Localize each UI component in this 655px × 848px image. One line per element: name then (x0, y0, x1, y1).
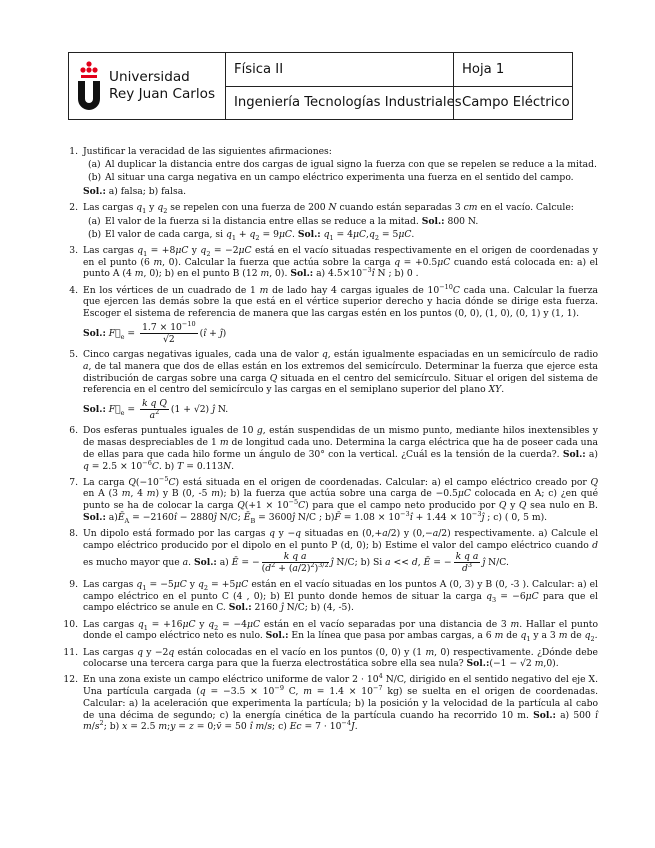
solution: Sol.: $F⃗_e$ = $\frac{\text{k q Q}}{a^2}$ (1 + √2) ĵ N. (83, 397, 229, 421)
problem-statement: Las cargas $q_1 = +16\mu C$ y $q_2 = -4\mu C$ están en el vacío separadas por una distancia de 3 m. Hallar el punto donde el campo eléctrico neto es nulo. Sol.: En la línea que pasa por ambas cargas, a 6 m de $q_1$ y a 3 m de $q_2$. (83, 618, 598, 644)
problem-2: 2. Las cargas $q_1$ y $q_2$ se repelen con una fuerza de 200 N cuando están separadas 3 cm en el vacío. Calcule: (a) El valor de la fuerza si la distancia entre ellas se reduce a la mitad. Sol.: 800 N. (b) El valor de cada carga, si $q_1 + q_2 = 9\mu C$. Sol.: $q_1 = 4\mu C,q_2 = 5\mu C$. (62, 202, 598, 240)
problem-1 (62, 146, 598, 198)
problem-number: 7. (69, 476, 78, 488)
problem-statement: Las cargas $q_1$ y $q_2$ se repelen con una fuerza de 200 N cuando están separadas 3 cm en el vacío. Calcule: (83, 202, 574, 216)
problem-statement: En los vértices de un cuadrado de 1 m de lado hay 4 cargas iguales de $10^{-10}C$ cada una. Calcular la fuerza que ejercen las demás sobre la que está en el vértice superior derecho y hacia dónde se dirige esta fuerza. Escoger el sistema de referencia de manera que las cargas estén en los puntos (0, 0), (1, 0), (0, 1) y (1, 1). (83, 282, 599, 319)
problem-statement: Las cargas $q_1 = +8\mu C$ y $q_2 = -2\mu C$ está en el vacío situadas respectivamente en el origen de coordenadas y en el punto (6 m, 0). Calcular la fuerza que actúa sobre la carga q = +0.5μC cuando está colocada en: a) el punto A (4 m, 0); b) en el punto B (12 m, 0). Sol.: a) $4.5\times 10^{-3}î$ N ; b) 0 . (83, 244, 598, 280)
course-title: Física II (226, 53, 453, 87)
problem-number: 12. (63, 674, 78, 686)
problem-number: 11. (63, 646, 78, 658)
problem-3 (62, 245, 598, 280)
university-name-line1: Universidad (109, 69, 190, 85)
sheet-topic: Campo Eléctrico (462, 95, 570, 111)
degree-name: Ingeniería Tecnologías Industriales (234, 95, 462, 111)
item-text: Al situar una carga negativa en un campo eléctrico experimenta una fuerza en el sentido del campo. (105, 172, 574, 184)
urjc-logo-icon (75, 60, 103, 112)
solution: Sol.: $F⃗_e$ = $\frac{1.7 \times 10^{-10}}{√2}$ (î + ĵ) (83, 319, 227, 345)
problem-statement: La carga $Q(-10^{-5}C)$ está situada en el origen de coordenadas. Calcular: a) el campo eléctrico creado por Q en A (3 m, 4 m) y B (0, -5 m); b) la fuerza que actúa sobre una carga de −0.5μC colocada en A; c) ¿en qué punto se ha de colocar la carga $Q(+1 \times 10^{-5}C)$ para que el campo neto producido por Q y Q sea nulo en B. Sol.: $a)Ē_A$ = −2160î − 2880ĵ N/C; $Ē_B$ = 3600ĵ N/C ; b)F̄ = $1.08 \times 10^{-3}î + 1.44$ × $10^{-3}ĵ$ ; c) ( 0, 5 m). (83, 474, 599, 525)
problem-11 (62, 647, 598, 670)
problem-statement: Las cargas q y −2q están colocadas en el vacío en los puntos (0, 0) y (1 m, 0) respectivamente. ¿Dónde debe colocarse una tercera carga para que la fuerza electrostática sobre ella sea nula? Sol.:(−1 − √2 m,0). (83, 646, 598, 670)
problem-statement: Un dipolo está formado por las cargas q y −q situadas en (0,+a/2) y (0,−a/2) respectivamente. a) Calcule el campo eléctrico producido por el dipolo en el punto P (d, 0); b) Estime el valor del campo eléctrico cuando d es mucho mayor que a. Sol.: a) Ē = − $\frac{\text{k q a}}{(d^2 + (a/2)^2)^{3/2}}$ ĵ N/C; b) Si a << d, Ē = − $\frac{\text{k q a}}{d^3}$ ĵ N/C. (83, 528, 599, 575)
sheet-number: Hoja 1 (454, 53, 572, 87)
problem-statement: Cinco cargas negativas iguales, cada una de valor q, están igualmente espaciadas en un semicírculo de radio a, de tal manera que dos de ellas están en los extremos del semicírculo. Determinar la fuerza que ejerce esta distribución de cargas sobre una carga Q situada en el centro del semicírculo. Situar el origen del sistema de referencia en el centro del semicírculo y las cargas en el semiplano superior del plano XY. (83, 349, 598, 396)
problem-10 (62, 619, 598, 642)
solution: Sol.: a) falsa; b) falsa. (83, 186, 187, 198)
problem-statement: Dos esferas puntuales iguales de 10 g, están suspendidas de un mismo punto, mediante hilos inextensibles y de masas despreciables de 1 m de longitud cada uno. Determina la carga eléctrica que ha de poseer cada una de ellas para que cada hilo forme un ángulo de 30° con la vertical. ¿Cuál es la tensión de la cuerda?. Sol.: a) $q = 2.5 \times 10^{-6}C$. b) T = 0.113N. (83, 425, 598, 472)
problem-number: 1. (69, 146, 78, 157)
item-label: (b) (88, 172, 102, 184)
problem-number: 4. (69, 284, 78, 296)
problem-statement: En una zona existe un campo eléctrico uniforme de valor $2 \cdot 10^4$ N/C, dirigido en el sentido negativo del eje X. Una partícula cargada ($q = -3.5 \times 10^{-9}$ C, $m = 1.4 \times 10^{-7}$ kg) se suelta en el origen de coordenadas. Calcular: a) la aceleración que experimenta la partícula; b) la posición y la velocidad de la partícula al cabo de una décima de segundo; c) la energía cinética de la partícula cuando ha recorrido 10 m. Sol.: a) 500 î $m/s^2$; b) x = 2.5 m;y = z = 0;v̄ = 50 î m/s; c) $Ec = 7 \cdot 10^{-4}J$. (83, 672, 598, 733)
problem-number: 6. (69, 425, 78, 437)
problem-statement: Justificar la veracidad de las siguientes afirmaciones: (83, 146, 332, 157)
problem-7 (62, 474, 599, 525)
problem-9 (62, 579, 598, 614)
document-header (68, 52, 573, 120)
problem-number: 9. (69, 578, 78, 590)
problem-number: 2. (69, 202, 78, 214)
item-text: Al duplicar la distancia entre dos cargas de igual signo la fuerza con que se repelen se reduce a la mitad. (105, 159, 597, 171)
problem-6 (62, 425, 598, 472)
problem-8 (62, 528, 598, 574)
problem-number: 8. (69, 528, 78, 540)
university-name-line2: Rey Juan Carlos (109, 86, 216, 102)
problem-number: 3. (69, 244, 78, 256)
problem-statement: Las cargas $q_1 = -5\mu C$ y $q_2 = +5\mu C$ están en el vacío situadas en los puntos A (0, 3) y B (0, -3 ). Calcular: a) el campo eléctrico en el punto C (4 , 0); b) El punto donde hemos de situar la carga $q_3 = -6\mu C$ para que el campo eléctrico se anule en C. Sol.: 2160 ĵ N/C; b) (4, -5). (83, 578, 598, 614)
problem-5 (62, 349, 598, 421)
item-label: (a) (88, 159, 101, 171)
problem-number: 10. (63, 618, 78, 630)
problem-number: 5. (69, 349, 78, 361)
problem-4 (62, 282, 599, 345)
problem-list (62, 146, 598, 737)
problem-12 (62, 674, 598, 733)
university-logo (69, 53, 226, 119)
